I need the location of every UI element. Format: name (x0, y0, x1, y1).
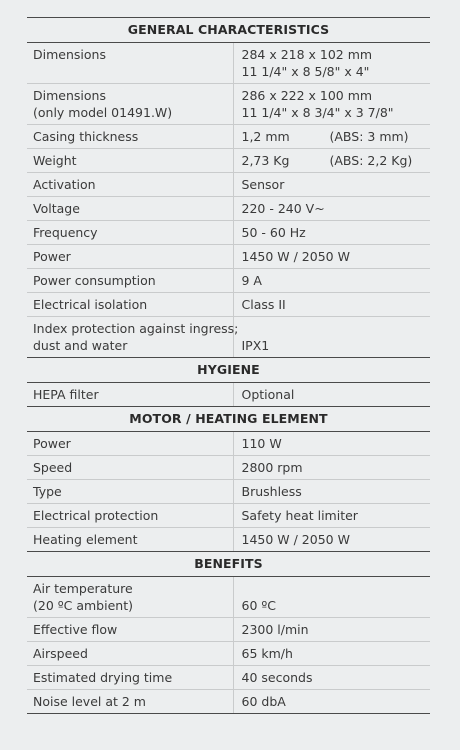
spec-value (233, 456, 430, 480)
spec-value (233, 245, 430, 269)
spec-value (233, 480, 430, 504)
spec-row-index-protection-against-ingress-dust-and-water (27, 317, 430, 358)
spec-row-electrical-isolation (27, 293, 430, 317)
spec-value-line: 60 ºC (241, 598, 276, 613)
spec-label-line: Electrical isolation (33, 297, 148, 312)
spec-label-line: Noise level at 2 m (33, 694, 146, 709)
spec-value (233, 43, 430, 84)
spec-value (233, 618, 430, 642)
spec-row-voltage (27, 197, 430, 221)
section-header-hygiene (27, 358, 430, 383)
spec-label (27, 84, 233, 125)
spec-value-line: 2800 rpm (241, 460, 303, 475)
spec-label-line: dust and water (33, 338, 128, 353)
spec-table (27, 17, 430, 714)
spec-row-power-consumption (27, 269, 430, 293)
spec-value (233, 642, 430, 666)
spec-value-line: 220 - 240 V~ (241, 201, 325, 216)
spec-value (233, 432, 430, 456)
spec-value-with-note (242, 152, 425, 169)
spec-label (27, 173, 233, 197)
spec-value-line: 50 - 60 Hz (241, 225, 306, 240)
spec-label (27, 245, 233, 269)
spec-label (27, 293, 233, 317)
spec-value-line: 286 x 222 x 100 mm (241, 88, 373, 103)
spec-label-line: Frequency (33, 225, 98, 240)
spec-label-line: Speed (33, 460, 73, 475)
spec-value-line: Safety heat limiter (241, 508, 358, 523)
spec-label (27, 221, 233, 245)
section-title: HYGIENE (27, 358, 430, 383)
spec-label-line: Power consumption (33, 273, 156, 288)
spec-label-line: Heating element (33, 532, 138, 547)
section-header-general-characteristics (27, 18, 430, 43)
spec-row-hepa-filter (27, 383, 430, 407)
spec-value (233, 125, 430, 149)
spec-value (233, 149, 430, 173)
spec-sheet (27, 17, 430, 714)
spec-value-line: 65 km/h (241, 646, 293, 661)
spec-value-line: Sensor (241, 177, 285, 192)
spec-value (233, 317, 430, 358)
spec-value-line: Optional (241, 387, 295, 402)
spec-value (233, 690, 430, 714)
spec-label-line: Type (33, 484, 62, 499)
spec-row-air-temperature-20-c-ambient (27, 577, 430, 618)
spec-label (27, 618, 233, 642)
spec-label-line: Dimensions (33, 88, 106, 103)
spec-row-casing-thickness (27, 125, 430, 149)
spec-label (27, 432, 233, 456)
spec-row-power (27, 245, 430, 269)
spec-row-electrical-protection (27, 504, 430, 528)
spec-label (27, 666, 233, 690)
spec-label-line: Airspeed (33, 646, 88, 661)
spec-label-line: Power (33, 249, 71, 264)
spec-label-line: Dimensions (33, 47, 106, 62)
spec-label-line: Casing thickness (33, 129, 139, 144)
spec-label (27, 125, 233, 149)
spec-value-line: 284 x 218 x 102 mm (241, 47, 373, 62)
spec-value-main: 1,2 mm (241, 129, 290, 144)
spec-value-main: 2,73 Kg (241, 153, 290, 168)
spec-label-line: (20 ºC ambient) (33, 598, 133, 613)
spec-row-effective-flow (27, 618, 430, 642)
spec-row-type (27, 480, 430, 504)
spec-row-speed (27, 456, 430, 480)
spec-value-line: 40 seconds (241, 670, 313, 685)
spec-label-line: Air temperature (33, 581, 133, 596)
spec-value-line: Brushless (241, 484, 302, 499)
spec-label-line: Voltage (33, 201, 80, 216)
spec-value-line: 9 A (241, 273, 262, 288)
section-title: GENERAL CHARACTERISTICS (27, 18, 430, 43)
spec-label (27, 528, 233, 552)
spec-label (27, 690, 233, 714)
spec-label-line: Index protection against ingress; (33, 321, 239, 336)
spec-value-line: 1450 W / 2050 W (241, 532, 350, 547)
spec-value-line: 11 1/4" x 8 5/8" x 4" (241, 64, 370, 79)
spec-label (27, 317, 239, 358)
spec-value (233, 84, 430, 125)
spec-label (27, 197, 233, 221)
spec-row-activation (27, 173, 430, 197)
spec-value-note: (ABS: 3 mm) (329, 129, 409, 144)
spec-label-line: Estimated drying time (33, 670, 173, 685)
spec-label (27, 456, 233, 480)
spec-value-line: 1450 W / 2050 W (241, 249, 350, 264)
spec-row-airspeed (27, 642, 430, 666)
spec-label-line: Electrical protection (33, 508, 159, 523)
spec-value-note: (ABS: 2,2 Kg) (329, 153, 413, 168)
spec-value (233, 173, 430, 197)
spec-value (233, 528, 430, 552)
spec-label-line: Activation (33, 177, 96, 192)
spec-label (27, 43, 233, 84)
spec-label-line: Weight (33, 153, 77, 168)
spec-value (233, 383, 430, 407)
spec-label-line: Effective flow (33, 622, 118, 637)
spec-row-heating-element (27, 528, 430, 552)
spec-value (233, 293, 430, 317)
spec-row-weight (27, 149, 430, 173)
spec-label (27, 577, 233, 618)
spec-label (27, 149, 233, 173)
spec-row-noise-level-at-2-m (27, 690, 430, 714)
spec-value-line: 60 dbA (241, 694, 286, 709)
section-header-benefits (27, 552, 430, 577)
spec-value-line: 110 W (241, 436, 282, 451)
spec-value-line: IPX1 (241, 338, 270, 353)
spec-label (27, 269, 233, 293)
spec-value (233, 666, 430, 690)
spec-value (233, 269, 430, 293)
spec-value (233, 221, 430, 245)
spec-row-frequency (27, 221, 430, 245)
spec-label (27, 383, 233, 407)
spec-row-dimensions-only-model-01491-w (27, 84, 430, 125)
spec-label-line: Power (33, 436, 71, 451)
spec-label (27, 504, 233, 528)
section-header-motor-heating-element (27, 407, 430, 432)
spec-label-line: HEPA filter (33, 387, 99, 402)
spec-value-line: 11 1/4" x 8 3/4" x 3 7/8" (241, 105, 394, 120)
spec-label (27, 480, 233, 504)
spec-value-line: 2300 l/min (241, 622, 309, 637)
spec-label (27, 642, 233, 666)
spec-value-line: Class II (241, 297, 286, 312)
spec-value (233, 197, 430, 221)
spec-value-with-note (242, 128, 425, 145)
spec-label-line: (only model 01491.W) (33, 105, 173, 120)
section-title: MOTOR / HEATING ELEMENT (27, 407, 430, 432)
spec-row-dimensions (27, 43, 430, 84)
spec-value (233, 504, 430, 528)
spec-row-power (27, 432, 430, 456)
spec-row-estimated-drying-time (27, 666, 430, 690)
spec-value (233, 577, 430, 618)
section-title: BENEFITS (27, 552, 430, 577)
